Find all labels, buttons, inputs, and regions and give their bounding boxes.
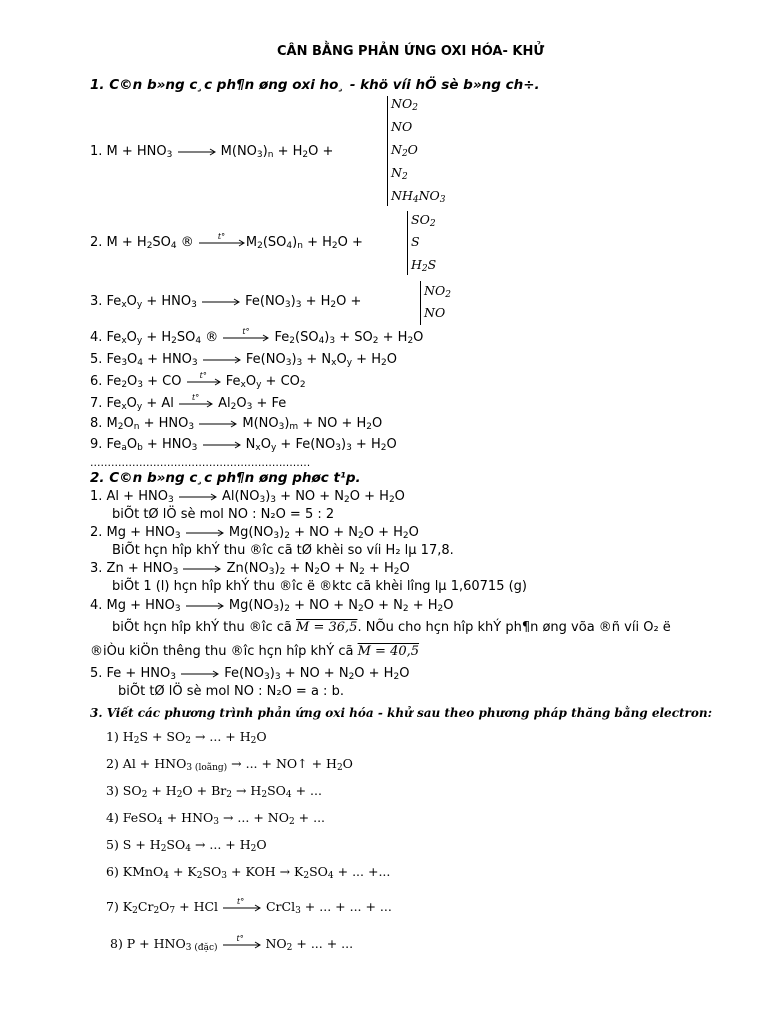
reaction-3-2: 2) $Al + HNO_{3 (loãng)}$ → ... + NO↑ + $H_2O$: [106, 756, 353, 773]
arrow-icon: t°: [178, 399, 214, 409]
reaction-3-6: 6) KMnO$_4$ + $K_2SO_3$ + KOH → $K_2SO_4$ + ... +...: [106, 864, 391, 881]
page-title: CÂN BẰNG PHẢN ỨNG OXI HÓA- KHỬ: [277, 44, 545, 59]
arrow-icon: [185, 528, 225, 538]
condition-2-5: biÕt tØ lÖ sè mol NO : N₂O = a : b.: [118, 684, 344, 699]
reaction-1-8: 8. $M_2O_n + HNO_3$ $M(NO_3)_m$ + NO + $H_2O$: [90, 416, 383, 432]
brace-item: $NH_4NO_3$: [391, 188, 446, 205]
arrow-icon: t°: [198, 238, 246, 248]
condition-2-3: biÕt 1 (l) hçn hîp khÝ thu ®îc ë ®ktc cã khèi lîng lµ 1,60715 (g): [112, 579, 527, 594]
reaction-3-8: 8) $P + HNO_{3 (đặc)}$ t° $NO_2$ + ... + ...: [110, 933, 354, 953]
arrow-icon: [178, 492, 218, 502]
brace-item: NO: [424, 305, 446, 320]
reaction-1-6: 6. $Fe_2O_3$ + CO t° $Fe_xO_y + CO_2$: [90, 370, 306, 390]
arrow-icon: [185, 601, 225, 611]
arrow-icon: [198, 419, 238, 429]
arrow-icon: [202, 440, 242, 450]
molar-mass-2: M = 40,5: [357, 644, 420, 659]
product-brace-3: [420, 281, 421, 325]
brace-item: $N_2O$: [391, 142, 418, 159]
reaction-3-3: 3) $SO_2 + H_2O + Br_2 \to H_2SO_4$ + ...: [106, 783, 322, 800]
brace-item: S: [411, 234, 420, 249]
reaction-1-9: 9. $Fe_aO_b + HNO_3$ $N_xO_y + Fe(NO_3)_3 + H_2O$: [90, 437, 397, 453]
reaction-1-3: 3. $Fe_xO_y + HNO_3$ $Fe(NO_3)_3 + H_2O$ +: [90, 294, 362, 310]
brace-item: $H_2S$: [411, 257, 437, 274]
reaction-3-5: 5) $S + H_2SO_4$ → ... + $H_2O$: [106, 837, 267, 854]
reaction-1-7: 7. $Fe_xO_y + Al$ t° $Al_2O_3 + Fe$: [90, 392, 287, 412]
arrow-icon: [180, 669, 220, 679]
reaction-1-1: 1. $M + HNO_3$ $M(NO_3)_n + H_2O$ +: [90, 144, 334, 160]
condition-2-4b: ®iÒu kiÖn thêng thu ®îc hçn hîp khÝ cã M = 40,5: [90, 644, 420, 659]
arrow-icon: t°: [186, 377, 222, 387]
brace-item: $NO_2$: [424, 283, 451, 300]
dotted-line: ...............................................................: [90, 456, 311, 469]
reaction-2-3: 3. $Zn + HNO_3$ $Zn(NO_3)_2 + N_2O + N_2 + H_2O$: [90, 561, 410, 577]
product-brace-1: [387, 96, 388, 206]
arrow-icon: [202, 355, 242, 365]
arrow-icon: [182, 564, 222, 574]
product-brace-2: [407, 211, 408, 275]
reaction-1-4: 4. $Fe_xO_y + H_2SO_4$ ® t° $Fe_2(SO_4)_3 + SO_2 + H_2O$: [90, 326, 424, 346]
arrow-icon: t°: [222, 940, 262, 950]
reaction-1-5: 5. $Fe_3O_4 + HNO_3$ $Fe(NO_3)_3 + N_xO_y + H_2O$: [90, 352, 397, 368]
reaction-1-2: 2. $M + H_2SO_4$ ® t° $M_2(SO_4)_n + H_2O$ +: [90, 231, 363, 251]
brace-item: $N_2$: [391, 165, 408, 182]
section-3-heading: 3. Viết các phương trình phản ứng oxi hóa - khử sau theo phương pháp thăng bằng electron:: [90, 706, 713, 720]
molar-mass-1: M = 36,5: [296, 620, 358, 635]
arrow-icon: t°: [222, 903, 262, 913]
section-1-heading: 1. C©n b»ng c¸c ph¶n øng oxi ho¸ - khö víi hÖ sè b»ng ch÷.: [90, 77, 540, 93]
brace-item: $NO_2$: [391, 96, 418, 113]
brace-item: $SO_2$: [411, 212, 436, 229]
brace-item: NO: [391, 119, 413, 134]
reaction-3-1: 1) $H_2S + SO_2$ → ... + $H_2O$: [106, 729, 267, 746]
section-2-heading: 2. C©n b»ng c¸c ph¶n øng phøc t¹p.: [90, 470, 361, 486]
reaction-3-4: 4) FeSO$_4$ + $HNO_3$ → ... + $NO_2$ + ...: [106, 810, 326, 827]
arrow-icon: [177, 147, 217, 157]
condition-2-1: biÕt tØ lÖ sè mol NO : N₂O = 5 : 2: [112, 507, 335, 522]
reaction-3-7: 7) $K_2Cr_2O_7$ + HCl t° CrCl$_3$ + ... + ... + ...: [106, 896, 392, 916]
reaction-2-1: 1. $Al + HNO_3$ $Al(NO_3)_3$ + NO + $N_2O + H_2O$: [90, 489, 405, 505]
reaction-2-4: 4. $Mg + HNO_3$ $Mg(NO_3)_2$ + NO + $N_2O + N_2 + H_2O$: [90, 598, 454, 614]
condition-2-2: BiÕt hçn hîp khÝ thu ®îc cã tØ khèi so víi H₂ lµ 17,8.: [112, 543, 454, 558]
arrow-icon: [201, 297, 241, 307]
reaction-2-5: 5. $Fe + HNO_3$ $Fe(NO_3)_3$ + NO + $N_2O + H_2O$: [90, 666, 410, 682]
reaction-2-2: 2. $Mg + HNO_3$ $Mg(NO_3)_2$ + NO + $N_2O + H_2O$: [90, 525, 419, 541]
arrow-icon: t°: [222, 333, 270, 343]
condition-2-4: biÕt hçn hîp khÝ thu ®îc cã M = 36,5. NÕu cho hçn hîp khÝ ph¶n øng võa ®ñ víi O₂ ë: [112, 620, 671, 635]
